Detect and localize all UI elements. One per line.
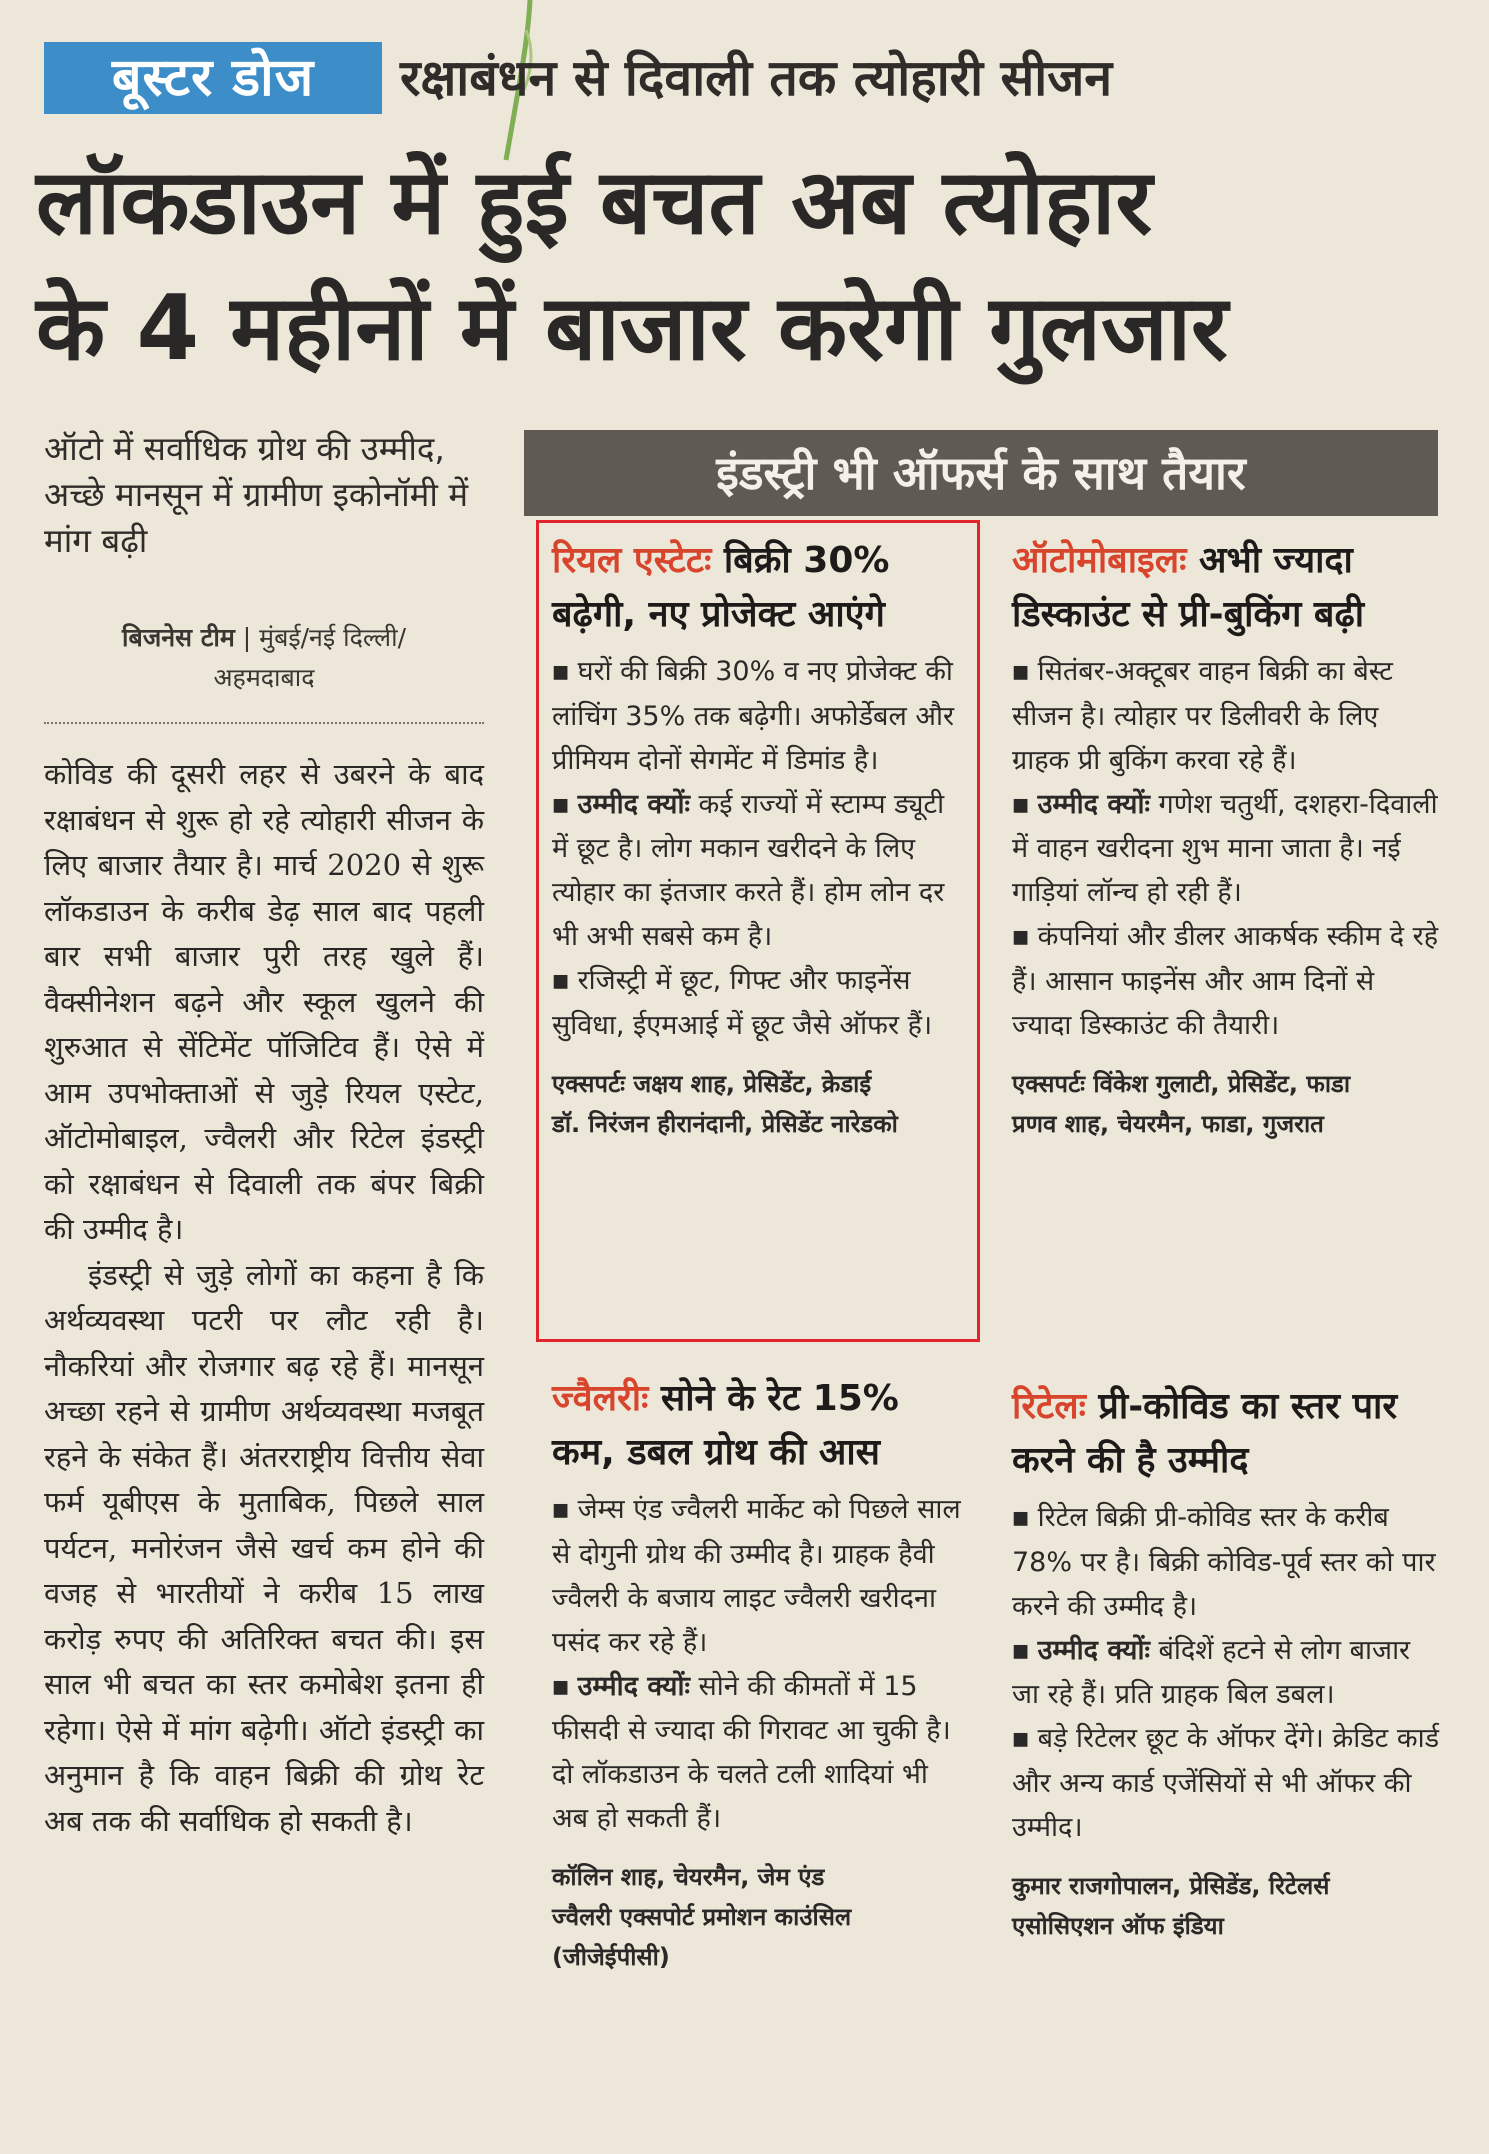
body-paragraph: इंडस्ट्री से जुड़े लोगों का कहना है कि अर्थव्यवस्था पटरी पर लौट रही है। नौकरियां और रोजगार बढ़ रहे हैं। मानसून अच्छा रहने से ग्रामीण अर्थव्यवस्था मजबूत रहने के संकेत हैं। अंतरराष्ट्रीय वित्तीय सेवा फर्म यूबीएस के मुताबिक, पिछले साल पर्यटन, मनोरंजन जैसे खर्च कम होने की वजह से भारतीयों ने करीब 15 लाख करोड़ रुपए की अतिरिक्त बचत की। इस साल भी बचत का स्तर कमोबेश इतना ही रहेगा। ऐसे में मांग बढ़ेगी। ऑटो इंडस्ट्री का अनुमान है कि वाहन बिक्री की ग्रोथ रेट अब तक की सर्वाधिक हो सकती है। [44,1257,484,1838]
byline [44,618,484,698]
section-title: अभी ज्यादा डिस्काउंट से प्री-बुकिंग बढ़ी [1012,540,1365,635]
deck: ऑटो में सर्वाधिक ग्रोथ की उम्मीद, अच्छे मानसून में ग्रामीण इकोनॉमी में मांग बढ़ी [44,429,469,560]
byline-location: | मुंबई/नई दिल्ली/ [242,623,407,652]
section-retail [1012,1380,1442,1946]
section-title: प्री-कोविड का स्तर पार करने की है उम्मीद [1012,1386,1398,1481]
experts-credit: कॉलिन शाह, चेयरमैन, जेम एंड ज्वैलरी एक्सपोर्ट प्रमोशन काउंसिल (जीजेईपीसी) [552,1863,852,1971]
experts-credit: एक्सपर्टः जक्षय शाह, प्रेसिडेंट, क्रेडाई डॉ. निरंजन हीरानंदानी, प्रेसिडेंट नारेडको [552,1069,898,1138]
bullet-item: ■ सितंबर-अक्टूबर वाहन बिक्री का बेस्ट सीजन है। त्योहार पर डिलीवरी के लिए ग्राहक प्री बुकिंग करवा रहे हैं। [1012,656,1393,776]
section-category: रियल एस्टेटः [552,540,712,581]
headline-line-2: के 4 महीनों में बाजार करेगी गुलजार [36,276,1228,381]
bullet-item: ■ बड़े रिटेलर छूट के ऑफर देंगे। क्रेडिट कार्ड और अन्य कार्ड एजेंसियों से भी ऑफर की उम्मीद। [1012,1723,1440,1843]
section-heading [1012,534,1442,642]
bullet-item: ■ घरों की बिक्री 30% व नए प्रोजेक्ट की लांचिंग 35% तक बढ़ेगी। अफोर्डेबल और प्रीमियम दोनों सेगमेंट में डिमांड है। [552,656,955,776]
headline [36,140,1466,392]
bullet-item: ■ उम्मीद क्योंः कई राज्यों में स्टाम्प ड्यूटी में छूट है। लोग मकान खरीदने के लिए त्योहार का इंतजार करते हैं। होम लोन दर भी अभी सबसे कम है। [552,788,945,952]
body-paragraph: कोविड की दूसरी लहर से उबरने के बाद रक्षाबंधन से शुरू हो रहे त्योहारी सीजन के लिए बाजार तैयार है। मार्च 2020 से शुरू लॉकडाउन के करीब डेढ़ साल बाद पहली बार सभी बाजार पुरी तरह खुले हैं। वैक्सीनेशन बढ़ने और स्कूल खुलने की शुरुआत से सेंटिमेंट पॉजिटिव हैं। ऐसे में आम उपभोक्ताओं से जुड़े रियल एस्टेट, ऑटोमोबाइल, ज्वैलरी और रिटेल इंडस्ट्री को रक्षाबंधन से दिवाली तक बंपर बिक्री की उम्मीद है। [44,757,484,1246]
bullet-item: ■ उम्मीद क्योंः बंदिशें हटने से लोग बाजार जा रहे हैं। प्रति ग्राहक बिल डबल। [1012,1634,1411,1710]
bullet-item: ■ रजिस्ट्री में छूट, गिफ्ट और फाइनेंस सुविधा, ईएमआई में छूट जैसे ऑफर हैं। [552,965,933,1041]
bullet-item: ■ रिटेल बिक्री प्री-कोविड स्तर के करीब 78% पर है। बिक्री कोविड-पूर्व स्तर को पार करने की उम्मीद है। [1012,1502,1436,1622]
section-title: बिक्री 30% बढ़ेगी, नए प्रोजेक्ट आएंगे [552,540,890,635]
experts-credit: कुमार राजगोपालन, प्रेसिडेंड, रिटेलर्स एसोसिएशन ऑफ इंडिया [1012,1871,1330,1940]
experts-credit: एक्सपर्टः विंकेश गुलाटी, प्रेसिडेंट, फाडा प्रणव शाह, चेयरमैन, फाडा, गुजरात [1012,1069,1351,1138]
section-heading [552,1372,968,1480]
section-heading [552,534,968,642]
section-heading [1012,1380,1442,1488]
bullet-item: ■ उम्मीद क्योंः सोने की कीमतों में 15 फीसदी से ज्यादा की गिरावट आ चुकी है। दो लॉकडाउन के चलते टली शादियां भी अब हो सकती हैं। [552,1670,951,1834]
section-title: सोने के रेट 15% कम, डबल ग्रोथ की आस [552,1378,899,1473]
headline-line-1: लॉकडाउन में हुई बचत अब त्योहार [36,150,1153,255]
section-jewellery [552,1372,968,1977]
section-category: ऑटोमोबाइलः [1012,540,1187,581]
byline-team: बिजनेस टीम [121,623,235,652]
article-body [44,752,484,1844]
kicker-tag: बूस्टर डोज [44,42,382,114]
bullet-item: ■ उम्मीद क्योंः गणेश चतुर्थी, दशहरा-दिवाली में वाहन खरीदना शुभ माना जाता है। नई गाड़ियां लॉन्च हो रही हैं। [1012,788,1438,908]
byline-location-2: अहमदाबाद [213,663,315,692]
bullet-item: ■ जेम्स एंड ज्वैलरी मार्केट को पिछले साल से दोगुनी ग्रोथ की उम्मीद है। ग्राहक हैवी ज्वैलरी के बजाय लाइट ज्वैलरी खरीदना पसंद कर रहे हैं। [552,1494,961,1658]
section-category: रिटेलः [1012,1386,1086,1427]
section-banner: इंडस्ट्री भी ऑफर्स के साथ तैयार [524,430,1438,516]
byline-divider [44,722,484,724]
kicker-text: रक्षाबंधन से दिवाली तक त्योहारी सीजन [400,49,1113,107]
section-category: ज्वैलरीः [552,1378,649,1419]
section-realestate [552,534,968,1144]
bullet-item: ■ कंपनियां और डीलर आकर्षक स्कीम दे रहे हैं। आसान फाइनेंस और आम दिनों से ज्यादा डिस्काउंट की तैयारी। [1012,921,1439,1041]
section-auto [1012,534,1442,1144]
